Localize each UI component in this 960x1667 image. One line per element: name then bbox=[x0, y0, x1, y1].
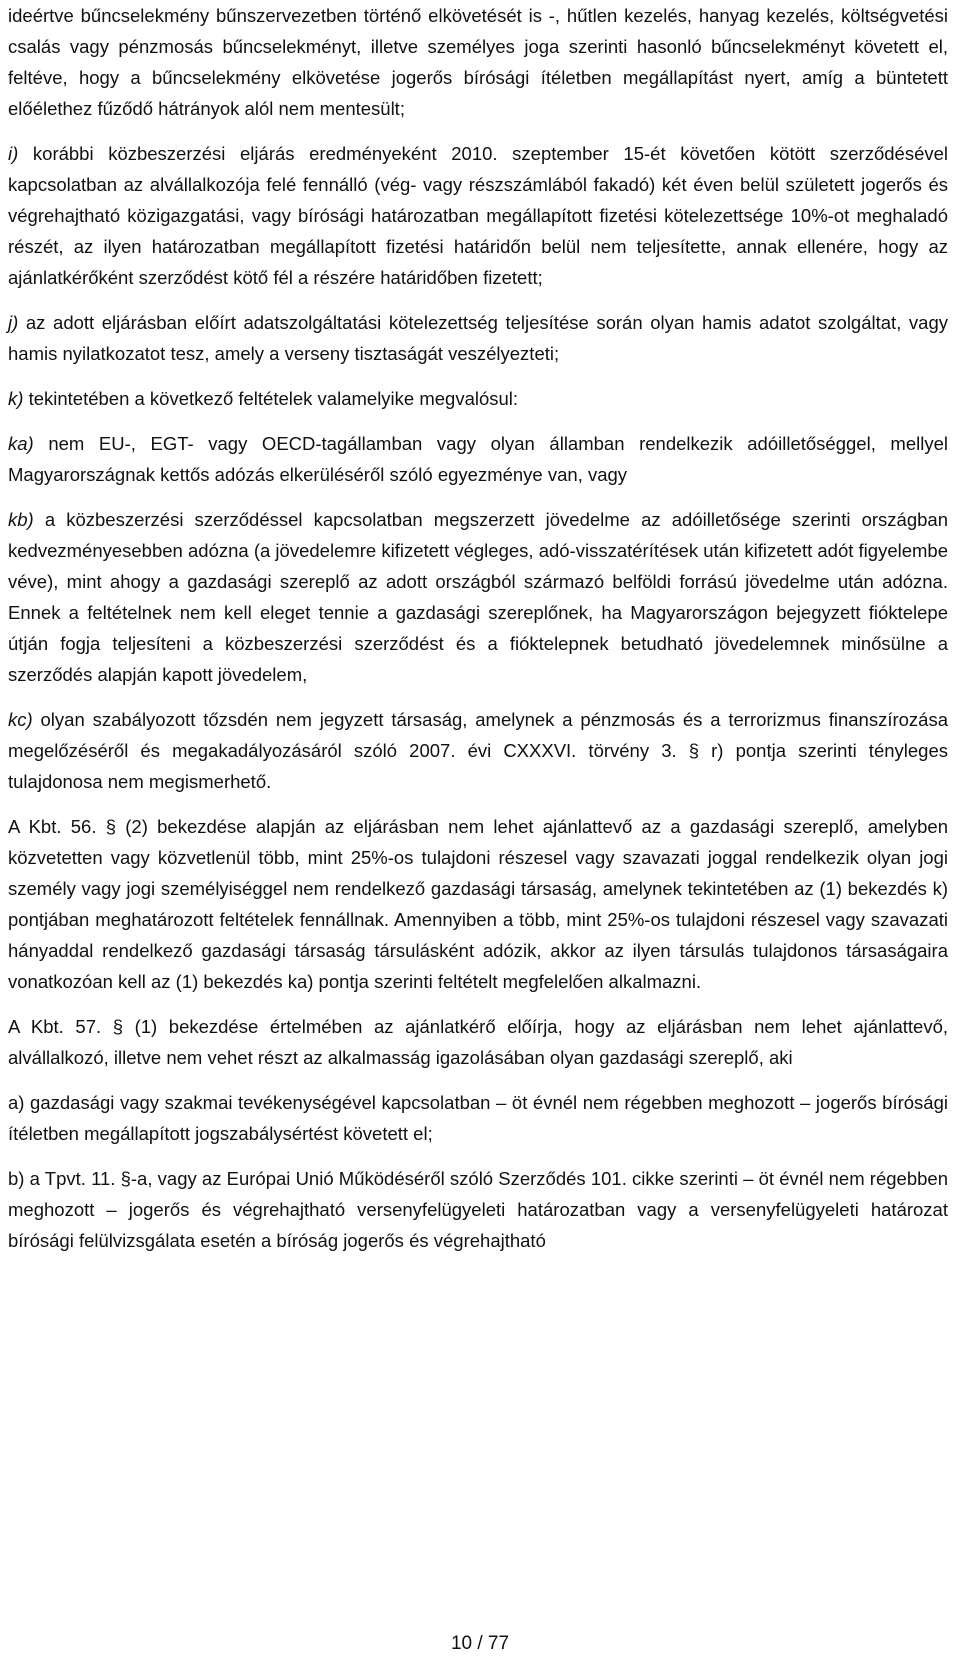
paragraph-text: olyan szabályozott tőzsdén nem jegyzett társaság, amelynek a pénzmosás és a terrorizmus finanszírozása megelőzéséről és megakadályozásáról szóló 2007. évi CXXXVI. törvény 3. § r) pontja szerinti tényleges tulajdonosa nem megismerhető. bbox=[8, 709, 948, 792]
paragraph-text: A Kbt. 57. § (1) bekezdése értelmében az ajánlatkérő előírja, hogy az eljárásban nem lehet ajánlattevő, alvállalkozó, illetve nem vehet részt az alkalmasság igazolásában olyan gazdasági szereplő, aki bbox=[8, 1016, 948, 1068]
paragraph-text: a) gazdasági vagy szakmai tevékenységével kapcsolatban – öt évnél nem régebben meghozott – jogerős bírósági ítéletben megállapított jogszabálysértést követett el; bbox=[8, 1092, 948, 1144]
paragraph-kb bbox=[8, 504, 948, 690]
item-label: kc) bbox=[8, 709, 33, 730]
paragraph-text: a közbeszerzési szerződéssel kapcsolatban megszerzett jövedelme az adóilletősége szerinti országban kedvezményesebben adózna (a jövedelemre kifizetett végleges, adó-visszatérítések után kifizetett adót figyelembe véve), mint ahogy a gazdasági szereplő az adott országból származó belföldi forrású jövedelme után adózna. Ennek a feltételnek nem kell eleget tennie a gazdasági szereplőnek, ha Magyarországon bejegyzett fióktelepe útján fogja teljesíteni a közbeszerzési szerződést és a fióktelepnek betudható jövedelemnek minősülne a szerződés alapján kapott jövedelem, bbox=[8, 509, 948, 685]
item-label: kb) bbox=[8, 509, 34, 530]
paragraph-kbt-56 bbox=[8, 811, 948, 997]
page-number: 10 / 77 bbox=[450, 1633, 510, 1654]
item-label: k) bbox=[8, 388, 24, 409]
item-label: i) bbox=[8, 143, 19, 164]
paragraph-b bbox=[8, 1163, 948, 1256]
item-label: ka) bbox=[8, 433, 34, 454]
paragraph-text: az adott eljárásban előírt adatszolgáltatási kötelezettség teljesítése során olyan hamis adatot szolgáltat, vagy hamis nyilatkozatot tesz, amely a verseny tisztaságát veszélyezteti; bbox=[8, 312, 949, 364]
paragraph-j bbox=[8, 307, 948, 369]
paragraph-ka bbox=[8, 428, 948, 490]
document-page bbox=[8, 0, 948, 1256]
paragraph-text: nem EU-, EGT- vagy OECD-tagállamban vagy olyan államban rendelkezik adóilletőséggel, mellyel Magyarországnak kettős adózás elkerüléséről szóló egyezménye van, vagy bbox=[8, 433, 949, 485]
paragraph-text: A Kbt. 56. § (2) bekezdése alapján az eljárásban nem lehet ajánlattevő az a gazdasági szereplő, amelyben közvetetten vagy közvetlenül több, mint 25%-os tulajdoni részesel vagy szavazati joggal rendelkezik olyan jogi személy vagy jogi személyiséggel nem rendelkező gazdasági társaság, amelynek tekintetében az (1) bekezdés k) pontjában meghatározott feltételek fennállnak. Amennyiben a több, mint 25%-os tulajdoni részesel vagy szavazati hányaddal rendelkező gazdasági társaság társulásként adózik, akkor az ilyen társulás tulajdonos társaságaira vonatkozóan kell az (1) bekezdés ka) pontja szerinti feltételt megfelelően alkalmazni. bbox=[8, 816, 948, 992]
paragraph-intro bbox=[8, 0, 948, 124]
paragraph-text: b) a Tpvt. 11. §-a, vagy az Európai Unió Működéséről szóló Szerződés 101. cikke szerinti – öt évnél nem régebben meghozott – jogerős és végrehajtható versenyfelügyeleti határozatban vagy a versenyfelügyeleti határozat bírósági felülvizsgálata esetén a bíróság jogerős és végrehajtható bbox=[8, 1168, 948, 1251]
paragraph-text: tekintetében a következő feltételek valamelyike megvalósul: bbox=[28, 388, 519, 409]
paragraph-i bbox=[8, 138, 948, 293]
paragraph-kbt-57 bbox=[8, 1011, 948, 1073]
paragraph-a bbox=[8, 1087, 948, 1149]
paragraph-kc bbox=[8, 704, 948, 797]
paragraph-text: ideértve bűncselekmény bűnszervezetben történő elkövetését is -, hűtlen kezelés, hanyag kezelés, költségvetési csalás vagy pénzmosás bűncselekményt, illetve személyes joga szerinti hasonló bűncselekményt követett el, feltéve, hogy a bűncselekmény elkövetése jogerős bírósági ítéletben megállapítást nyert, amíg a büntetett előélethez fűződő hátrányok alól nem mentesült; bbox=[8, 5, 948, 119]
paragraph-k bbox=[8, 383, 948, 414]
item-label: j) bbox=[8, 312, 19, 333]
paragraph-text: korábbi közbeszerzési eljárás eredményeként 2010. szeptember 15-ét követően kötött szerződésével kapcsolatban az alvállalkozója felé fennálló (vég- vagy részszámlából fakadó) két éven belül született jogerős és végrehajtható közigazgatási, vagy bírósági határozatban megállapított fizetési kötelezettsége 10%-ot meghaladó részét, az ilyen határozatban megállapított fizetési határidőn belül nem teljesítette, annak ellenére, hogy az ajánlatkérőként szerződést kötő fél a részére határidőben fizetett; bbox=[8, 143, 949, 288]
